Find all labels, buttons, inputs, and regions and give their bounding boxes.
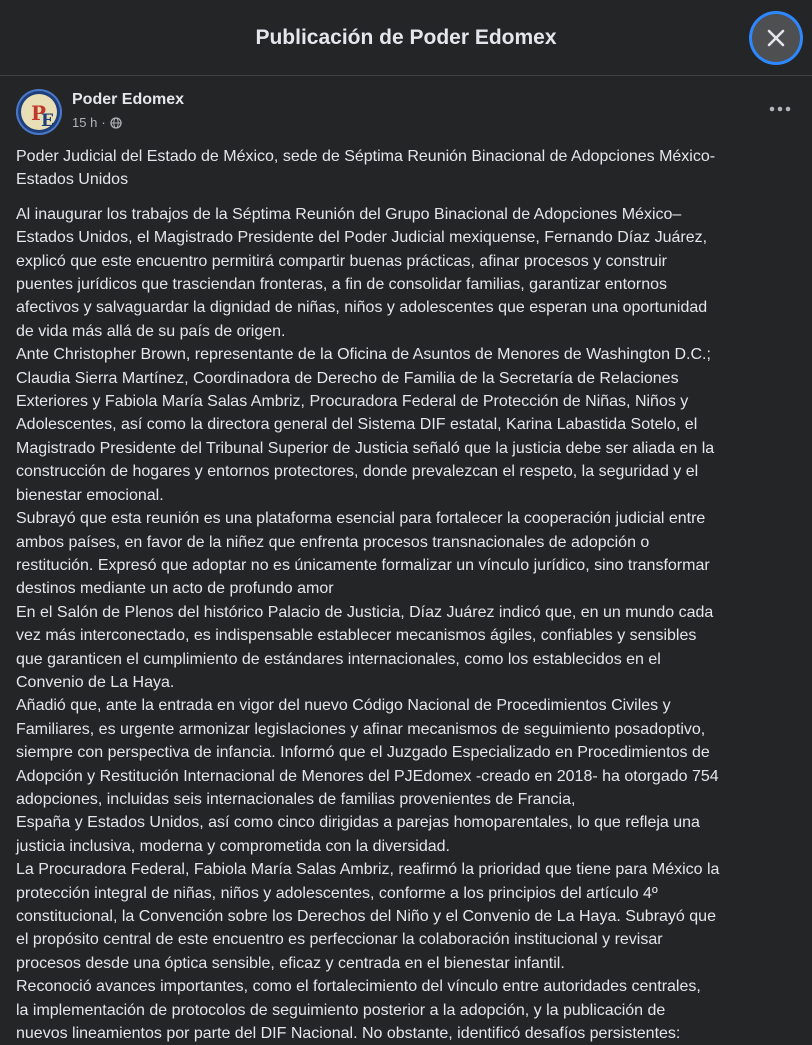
author-name[interactable]: Poder Edomex: [72, 91, 185, 108]
meta-separator: ·: [101, 115, 106, 130]
modal-title: Publicación de Poder Edomex: [255, 26, 557, 49]
close-button[interactable]: [752, 14, 800, 62]
post-paragraph-5: Añadió que, ante la entrada en vigor del nuevo Código Nacional de Procedimientos Civiles y Familiares, es urgente armonizar legislaciones y afinar mecanismos de seguimiento posadoptivo, siempre con perspectiva de infancia. Informó que el Juzgado Especializado en Procedimientos de Adopción y Restitución Internacional de Menores del PJEdomex -creado en 2018- ha otorgado 754 adopciones, incluidas seis internacionales de familias provenientes de Francia, España y Estados Unidos, así como cinco dirigidas a parejas homoparentales, lo que refleja una justicia inclusiva, moderna y comprometida con la diversidad.: [16, 697, 719, 855]
post-paragraph-3: Subrayó que esta reunión es una plataforma esencial para fortalecer la cooperación judicial entre ambos países, en favor de la niñez que enfrenta procesos transnacionales de adopción o restitución. Expresó que adoptar no es únicamente formalizar un vínculo jurídico, sino transformar destinos mediante un acto de profundo amor: [16, 510, 710, 598]
post-meta: [72, 115, 122, 130]
avatar-letter-e: E: [41, 111, 54, 131]
close-icon: [765, 27, 787, 49]
post-headline: Poder Judicial del Estado de México, sede de Séptima Reunión Binacional de Adopciones México- Estados Unidos: [16, 148, 716, 189]
post-paragraph-4: En el Salón de Plenos del histórico Palacio de Justicia, Díaz Juárez indicó que, en un mundo cada vez más interconectado, es indispensable establecer mecanismos ágiles, confiables y sensibles que garanticen el cumplimiento de estándares internacionales, como los establecidos en el Convenio de La Haya.: [16, 603, 714, 691]
avatar-letter-p: P: [31, 101, 47, 125]
post-time[interactable]: 15 h: [72, 115, 98, 130]
post-container: [0, 77, 812, 1043]
post-paragraph-2: Ante Christopher Brown, representante de la Oficina de Asuntos de Menores de Washington D.C.; Claudia Sierra Martínez, Coordinadora de Derecho de Familia de la Secretaría de Relaciones Exteriores y Fabiola María Salas Ambriz, Procuradora Federal de Protección de Niñas, Niños y Adolescentes, así como la directora general del Sistema DIF estatal, Karina Labastida Sotelo, el Magistrado Presidente del Tribunal Superior de Justicia señaló que la justicia debe ser aliada en la construcción de hogares y entornos protectores, donde prevalezcan el respeto, la seguridad y el bienestar emocional.: [16, 346, 715, 504]
globe-icon: [110, 117, 122, 129]
avatar[interactable]: [16, 89, 62, 135]
avatar-logo: [21, 94, 57, 130]
post-body: [16, 145, 806, 1045]
post-paragraph-7: Reconoció avances importantes, como el fortalecimiento del vínculo entre autoridades centrales, la implementación de protocolos de seguimiento posterior a la adopción, y la publicación de nuevos lineamientos por parte del DIF Nacional. No obstante, identificó desafíos persistentes:: [16, 978, 701, 1043]
more-options-button[interactable]: [762, 95, 798, 123]
modal-header: [0, 0, 812, 76]
post-paragraph-1: Al inaugurar los trabajos de la Séptima Reunión del Grupo Binacional de Adopciones México– Estados Unidos, el Magistrado Presidente del Poder Judicial mexiquense, Fernando Díaz Juárez, explicó que este encuentro permitirá compartir buenas prácticas, afinar procesos y construir puentes jurídicos que trasciendan fronteras, a fin de consolidar familias, garantizar entornos afectivos y salvaguardar la dignidad de niñas, niños y adolescentes que esperan una oportunidad de vida más allá de su país de origen.: [16, 205, 708, 340]
more-horizontal-icon: [769, 106, 791, 112]
post-paragraph-6: La Procuradora Federal, Fabiola María Salas Ambriz, reafirmó la prioridad que tiene para México la protección integral de niñas, niños y adolescentes, conforme a los principios del artículo 4º constitucional, la Convención sobre los Derechos del Niño y el Convenio de La Haya. Subrayó que el propósito central de este encuentro es perfeccionar la colaboración institucional y revisar procesos desde una óptica sensible, eficaz y centrada en el bienestar infantil.: [16, 861, 720, 972]
